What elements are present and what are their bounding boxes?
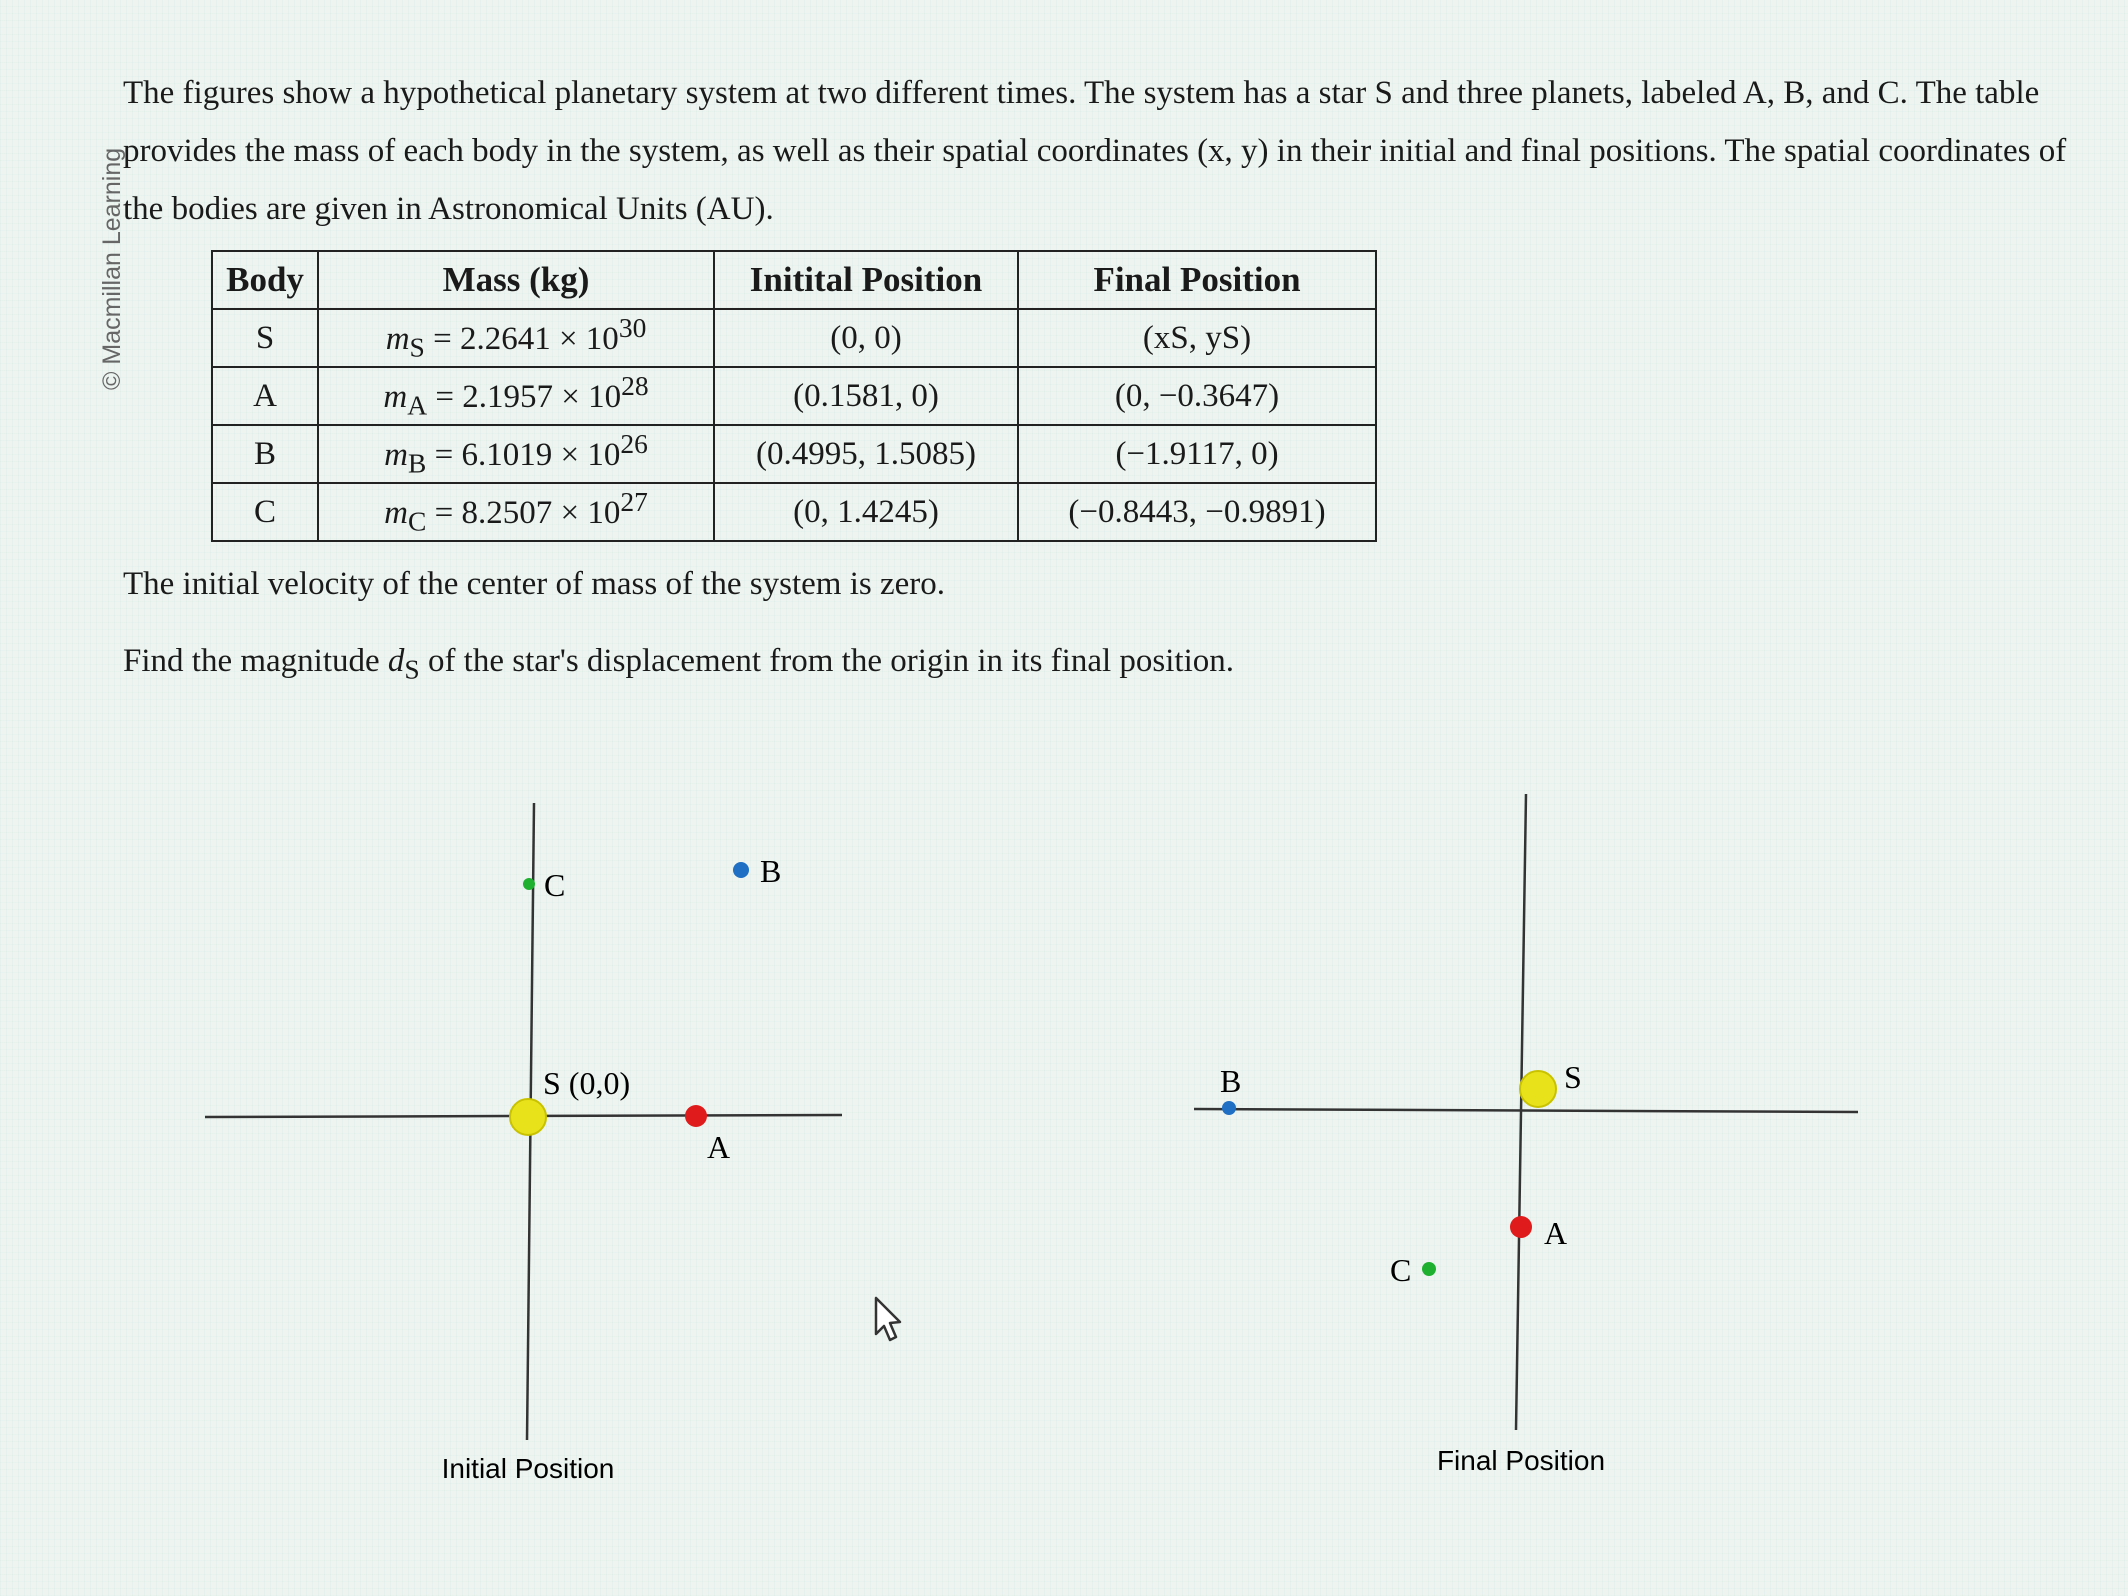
final-position-figure — [1194, 794, 1858, 1476]
header-body: Body — [212, 251, 318, 309]
mass-cell: $m_C = 8.2507 \times 10^{27}$ — [318, 483, 714, 541]
header-mass: Mass (kg) — [318, 251, 714, 309]
body-cell: S — [212, 309, 318, 367]
final-position-caption: Final Position — [1436, 1445, 1606, 1476]
initial-position-cell: (0, 0) — [714, 309, 1018, 367]
initial-position-cell: (0, 1.4245) — [714, 483, 1018, 541]
planet-b-initial-label: B — [760, 853, 782, 889]
initial-position-cell: (0.1581, 0) — [714, 367, 1018, 425]
star-s-initial-label: S (0,0) — [543, 1065, 631, 1101]
body-cell: C — [212, 483, 318, 541]
planet-c-final-dot — [1422, 1262, 1436, 1276]
intro-paragraph: The figures show a hypothetical planetary system at two different times. The system has a star S and three planets, labeled A, B, and C. The table provides the mass of each body in the system, as well as their spatial coordinates (x, y) in their initial and final positions. The spatial coordinates of the bodies are given in Astronomical Units (AU). — [123, 75, 2067, 227]
planet-b-initial-dot — [733, 862, 749, 878]
planet-a-initial-label: A — [707, 1129, 731, 1165]
initial-position-cell: (0.4995, 1.5085) — [714, 425, 1018, 483]
final-x-axis — [1194, 1109, 1858, 1112]
cursor-icon — [876, 1298, 900, 1340]
velocity-statement: The initial velocity of the center of mass of the system is zero. — [123, 566, 946, 602]
mass-cell: $m_B = 6.1019 \times 10^{26}$ — [318, 425, 714, 483]
final-position-cell: (0, −0.3647) — [1018, 367, 1376, 425]
planet-c-initial-label: C — [544, 867, 566, 903]
mass-cell: $m_A = 2.1957 \times 10^{28}$ — [318, 367, 714, 425]
final-position-cell: (−1.9117, 0) — [1018, 425, 1376, 483]
final-y-axis — [1516, 794, 1526, 1430]
star-s-final-dot — [1520, 1071, 1556, 1107]
question-text: Find the magnitude $d_S$ of the star's displacement from the origin in its final position. — [123, 643, 1234, 685]
header-initial-position: Initital Position — [714, 251, 1018, 309]
initial-position-caption: Initial Position — [441, 1453, 615, 1484]
star-s-initial-dot — [510, 1099, 546, 1135]
planet-b-final-dot — [1222, 1101, 1236, 1115]
planet-a-final-label: A — [1544, 1215, 1568, 1251]
body-cell: B — [212, 425, 318, 483]
planet-c-initial-dot — [523, 878, 535, 890]
final-position-cell: (−0.8443, −0.9891) — [1018, 483, 1376, 541]
initial-position-figure — [205, 803, 842, 1484]
planet-a-initial-dot — [685, 1105, 707, 1127]
mass-cell: $m_S = 2.2641 \times 10^{30}$ — [318, 309, 714, 367]
header-final-position: Final Position — [1018, 251, 1376, 309]
planet-b-final-label: B — [1220, 1063, 1242, 1099]
final-position-cell: (xS, yS) — [1018, 309, 1376, 367]
star-s-final-label: S — [1564, 1059, 1582, 1095]
body-cell: A — [212, 367, 318, 425]
planet-c-final-label: C — [1390, 1252, 1412, 1288]
copyright-watermark: © Macmillan Learning — [98, 147, 126, 390]
planet-a-final-dot — [1510, 1216, 1532, 1238]
